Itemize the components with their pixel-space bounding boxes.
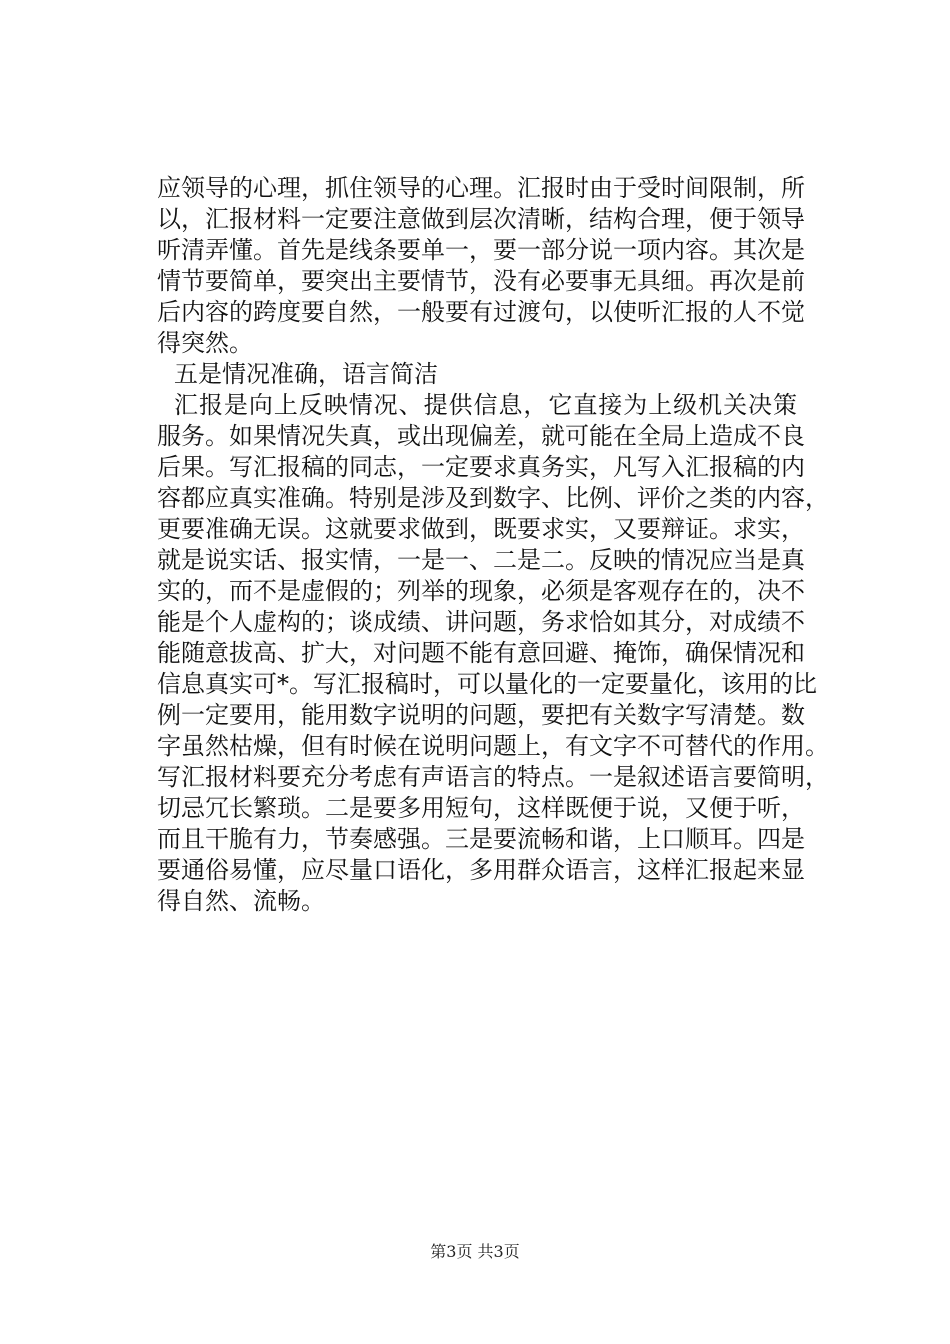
text-line: 以，汇报材料一定要注意做到层次清晰，结构合理，便于领导 xyxy=(157,205,805,233)
page-footer xyxy=(0,1242,950,1262)
text-line: 应领导的心理，抓住领导的心理。汇报时由于受时间限制，所 xyxy=(157,174,805,202)
text-line: 服务。如果情况失真，或出现偏差，就可能在全局上造成不良 xyxy=(157,422,805,450)
paragraph-2 xyxy=(157,390,829,917)
paragraph-1 xyxy=(157,173,805,359)
text-line: 汇报是向上反映情况、提供信息，它直接为上级机关决策 xyxy=(174,391,797,419)
text-line: 得突然。 xyxy=(157,329,253,357)
section-heading: 五是情况准确，语言简洁 xyxy=(174,360,438,388)
text-line: 能是个人虚构的；谈成绩、讲问题，务求恰如其分，对成绩不 xyxy=(157,608,805,636)
text-line: 例一定要用，能用数字说明的问题，要把有关数字写清楚。数 xyxy=(157,701,805,729)
text-line: 要通俗易懂，应尽量口语化，多用群众语言，这样汇报起来显 xyxy=(157,856,805,884)
text-line: 字虽然枯燥，但有时候在说明问题上，有文字不可替代的作用。 xyxy=(157,732,829,760)
text-line: 容都应真实准确。特别是涉及到数字、比例、评价之类的内容， xyxy=(157,484,829,512)
text-line: 情节要简单，要突出主要情节，没有必要事无具细。再次是前 xyxy=(157,267,805,295)
text-line: 更要准确无误。这就要求做到，既要求实，又要辩证。求实， xyxy=(157,515,805,543)
text-line: 后内容的跨度要自然，一般要有过渡句，以使听汇报的人不觉 xyxy=(157,298,805,326)
text-line: 听清弄懂。首先是线条要单一，要一部分说一项内容。其次是 xyxy=(157,236,805,264)
text-line: 就是说实话、报实情，一是一、二是二。反映的情况应当是真 xyxy=(157,546,805,574)
text-line: 得自然、流畅。 xyxy=(157,887,325,915)
document-body xyxy=(157,173,829,917)
text-line: 能随意拔高、扩大，对问题不能有意回避、掩饰，确保情况和 xyxy=(157,639,805,667)
text-line: 信息真实可*。写汇报稿时，可以量化的一定要量化，该用的比 xyxy=(157,670,817,698)
text-line: 而且干脆有力，节奏感强。三是要流畅和谐，上口顺耳。四是 xyxy=(157,825,805,853)
text-line: 切忌冗长繁琐。二是要多用短句，这样既便于说，又便于听， xyxy=(157,794,805,822)
text-line: 实的，而不是虚假的；列举的现象，必须是客观存在的，决不 xyxy=(157,577,805,605)
text-line: 后果。写汇报稿的同志，一定要求真务实，凡写入汇报稿的内 xyxy=(157,453,805,481)
page-number-label: 第3页 共3页 xyxy=(430,1242,520,1261)
text-line: 写汇报材料要充分考虑有声语言的特点。一是叙述语言要简明， xyxy=(157,763,829,791)
